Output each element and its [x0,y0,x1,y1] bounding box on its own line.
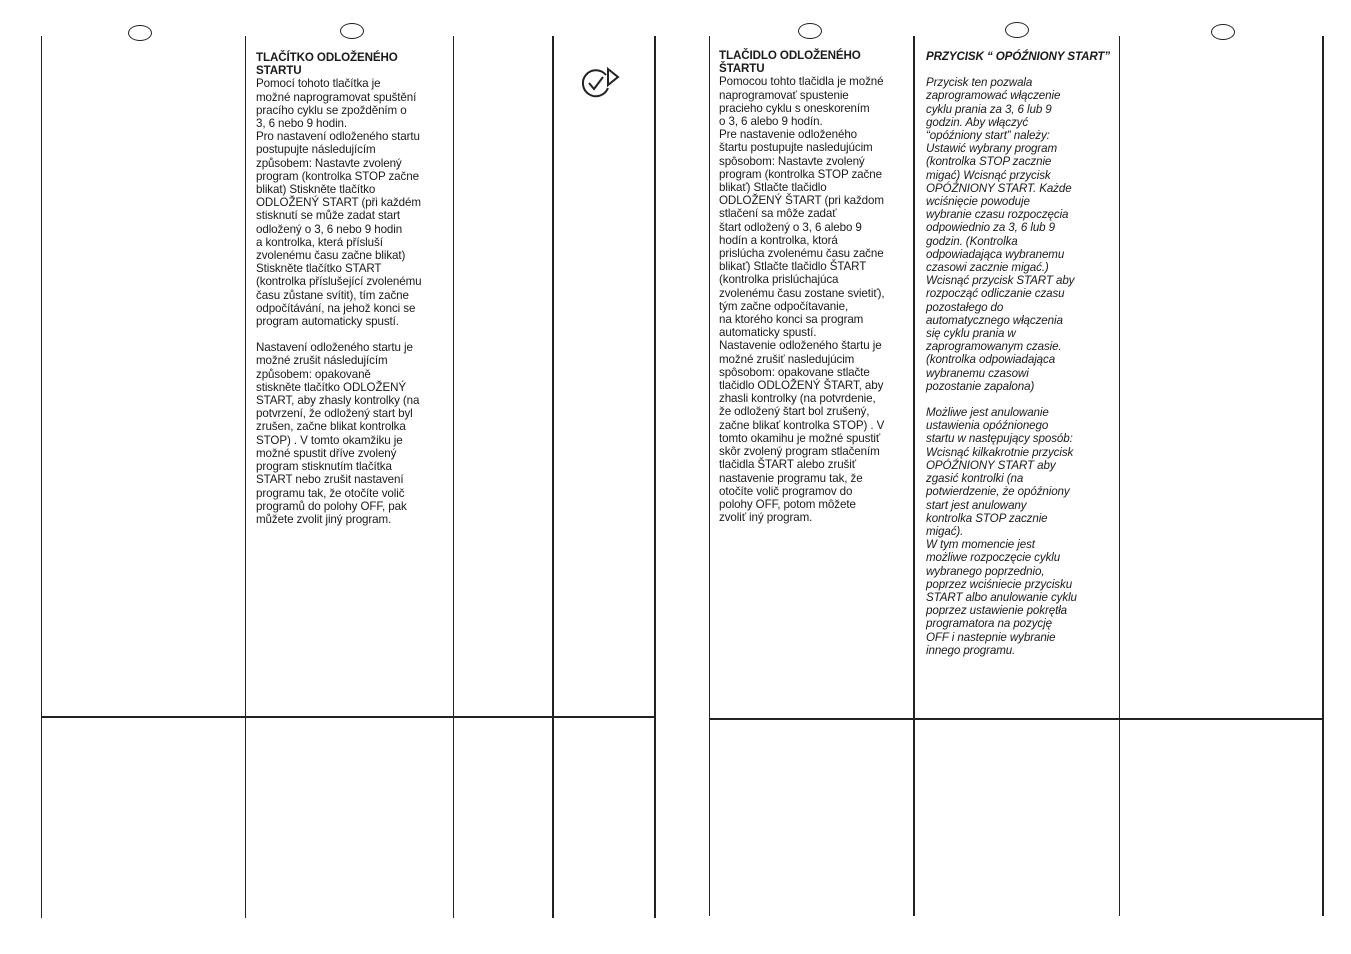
polish-title: PRZYCISK “ OPÓŹNIONY START” [926,50,1111,63]
horizontal-rule [709,718,1324,720]
slovak-text-column [719,49,911,524]
language-marker-3 [798,23,822,39]
czech-text-column [256,51,451,526]
czech-paragraph-2: Nastavení odloženého startu je možné zrušit následujícím způsobem: opakovaně stiskněte tlačítko ODLOŽENÝ START, aby zhasly kontrolky (na potvrzení, že odložený start byl zrušen, začne blikat kontrolka STOP) . V tomto okamžiku je možné spustit dříve zvolený program stisknutím tlačítka START nebo zrušit nastavení programu tak, že otočíte volič programů do polohy OFF, pak můžete zvolit jiný program. [256,341,420,526]
language-marker-4 [1005,22,1029,38]
column-divider [245,36,246,918]
polish-paragraph-1: Przycisk ten pozwala zaprogramować włączenie cyklu prania za 3, 6 lub 9 godzin. Aby włączyć “opóźniony start” należy: Ustawić wybrany program (kontrolka STOP zacznie migać) Wcisnąć przycisk OPÓŹNIONY START. Każde wciśnięcie powoduje wybranie czasu rozpoczęcia odpowiednio za 3, 6 lub 9 godzin. (Kontrolka odpowiadająca wybranemu czasowi zacznie migać.) Wcisnąć przycisk START aby rozpocząć odliczanie czasu pozostałego do automatycznego włączenia się cyklu prania w zaprogramowanym czasie. (kontrolka odpowiadająca wybranemu czasowi pozostanie zapalona) [926,76,1075,393]
delayed-start-icon [580,66,622,102]
column-divider [654,36,656,918]
column-divider [1119,36,1120,916]
column-divider [453,36,454,918]
column-divider [913,36,915,916]
column-divider [41,36,42,918]
column-divider [552,36,554,918]
czech-title: TLAČÍTKO ODLOŽENÉHO STARTU [256,51,398,78]
column-divider [1322,36,1324,916]
slovak-paragraph-1: Pomocou tohto tlačidla je možné naprogramovať spustenie pracieho cyklu s oneskorením o 3, 6 alebo 9 hodín. Pre nastavenie odloženého štartu postupujte nasledujúcim spôsobom: Nastavte zvolený program (kontrolka STOP začne blikať) Stlačte tlačidlo ODLOŽENÝ ŠTART (pri každom stlačení sa môže zadať štart odložený o 3, 6 alebo 9 hodín a kontrolka, ktorá prislúcha zvolenému času začne blikať) Stlačte tlačidlo ŠTART (kontrolka prislúchajúca zvolenému času zostane svietiť), tým začne odpočítavanie, na ktorého konci sa program automaticky spustí. Nastavenie odloženého štartu je možné zrušiť nasledujúcim spôsobom: opakovane stlačte tlačidlo ODLOŽENÝ ŠTART, aby zhasli kontrolky (na potvrdenie, že odložený štart bol zrušený, začne blikať kontrolka STOP) . V tomto okamihu je možné spustiť skôr zvolený program stlačením tlačidla ŠTART alebo zrušiť nastavenie programu tak, že otočíte volič programov do polohy OFF, potom môžete zvoliť iný program. [719,75,885,525]
language-marker-2 [340,23,364,39]
slovak-title: TLAČIDLO ODLOŽENÉHO ŠTARTU [719,49,861,76]
polish-paragraph-2: Możliwe jest anulowanie ustawienia opóźnionego startu w następujący sposób: Wcisnąć kilkakrotnie przycisk OPÓŹNIONY START aby zgasić kontrolki (na potwierdzenie, że opóźniony start jest anulowany kontrolka STOP zacznie migać). W tym momencie jest możliwe rozpoczęcie cyklu wybranego poprzednio, poprzez wciśniecie przycisku START albo anulowanie cyklu poprzez ustawienie pokrętła programatora na pozycję OFF i nastepnie wybranie innego programu. [926,406,1077,657]
czech-paragraph-1: Pomocí tohoto tlačítka je možné naprogramovat spuštění pracího cyklu se zpožděním o 3, 6 nebo 9 hodin. Pro nastavení odloženého startu postupujte následujícím způsobem: Nastavte zvolený program (kontrolka STOP začne blikat) Stiskněte tlačítko ODLOŽENÝ START (při každém stisknutí se může zadat start odložený o 3, 6 nebo 9 hodin a kontrolka, která přísluší zvolenému času začne blikat) Stiskněte tlačítko START (kontrolka příslušející zvolenému času zůstane svítit), tím začne odpočítávání, na jehož konci se program automaticky spustí. [256,77,422,329]
horizontal-rule [41,716,656,718]
polish-text-column [926,50,1116,657]
column-divider [709,36,710,916]
language-marker-1 [128,25,152,41]
language-marker-5 [1211,24,1235,40]
